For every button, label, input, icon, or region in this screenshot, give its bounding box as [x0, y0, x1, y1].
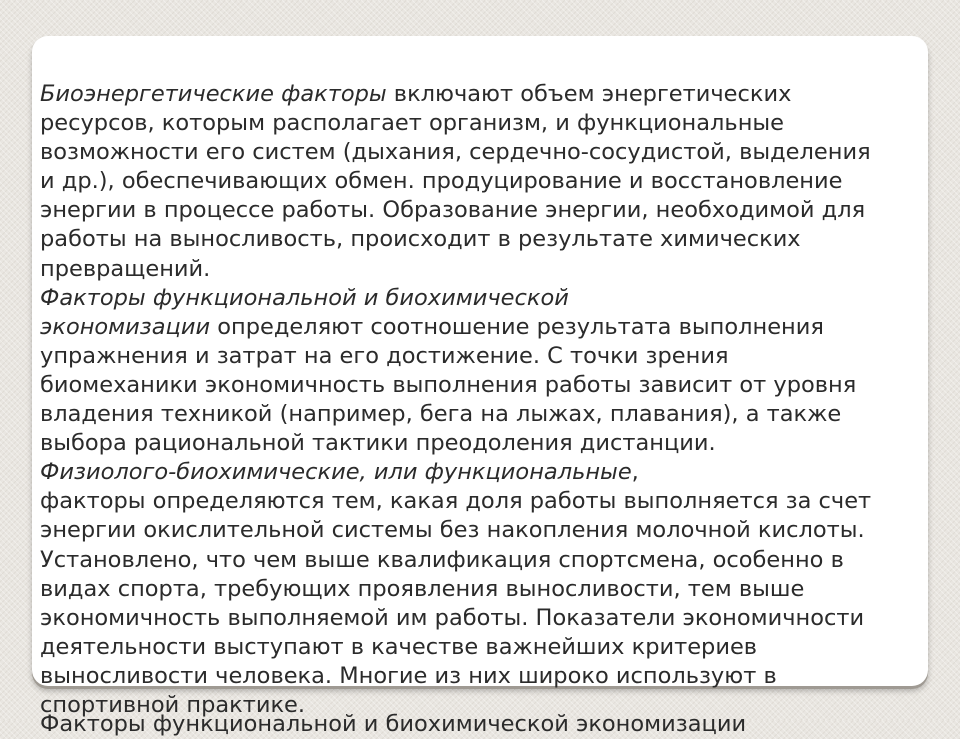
text-line: экономичность выполняемой им работы. Показатели экономичности: [40, 604, 865, 631]
text-line: выносливости человека. Многие из них широко используют в: [40, 662, 777, 689]
text-line: спортивной практике.: [40, 691, 306, 718]
text-line: выбора рациональной тактики преодоления дистанции.: [40, 430, 716, 457]
text-line: возможности его систем (дыхания, сердечно-сосудистой, выделения: [40, 139, 871, 166]
text-line: и др.), обеспечивающих обмен. продуцирование и восстановление: [40, 168, 843, 195]
text-line: работы на выносливость, происходит в результате химических: [40, 226, 801, 253]
text-line: биомеханики экономичность выполнения работы зависит от уровня: [40, 371, 857, 398]
text-line: Физиолого-биохимические, или функциональные,: [40, 459, 639, 486]
text-line: Биоэнергетические факторы включают объем энергетических: [40, 81, 792, 107]
text-line: деятельности выступают в качестве важнейших критериев: [40, 633, 758, 660]
text-line: владения техникой (например, бега на лыжах, плавания), а также: [40, 401, 842, 428]
overflow-text-line: Факторы функциональной и биохимической экономизации: [40, 711, 747, 737]
text-line: энергии окислительной системы без накопления молочной кислоты.: [40, 517, 865, 544]
text-line: превращений.: [40, 255, 211, 282]
italic-term: Физиолого-биохимические, или функциональные: [40, 459, 632, 486]
slide-panel: [32, 36, 928, 718]
text-line: упражнения и затрат на его достижение. С точки зрения: [40, 342, 729, 369]
text-line: ресурсов, которым располагает организм, и функциональные: [40, 110, 785, 137]
slide-text-body: [40, 80, 920, 720]
italic-term: Факторы функциональной и биохимической: [40, 284, 569, 311]
overflow-text-strip: [0, 702, 960, 737]
text-line: Установлено, что чем выше квалификация спортсмена, особенно в: [40, 546, 844, 573]
text-line: факторы определяются тем, какая доля работы выполняется за счет: [40, 488, 872, 515]
italic-term: Биоэнергетические факторы: [40, 81, 387, 107]
text-line: [40, 284, 920, 313]
text-line: энергии в процессе работы. Образование энергии, необходимой для: [40, 197, 866, 224]
text-line: экономизации определяют соотношение результата выполнения: [40, 313, 824, 340]
italic-term: экономизации: [40, 313, 211, 340]
text-line: видах спорта, требующих проявления выносливости, тем выше: [40, 575, 805, 602]
